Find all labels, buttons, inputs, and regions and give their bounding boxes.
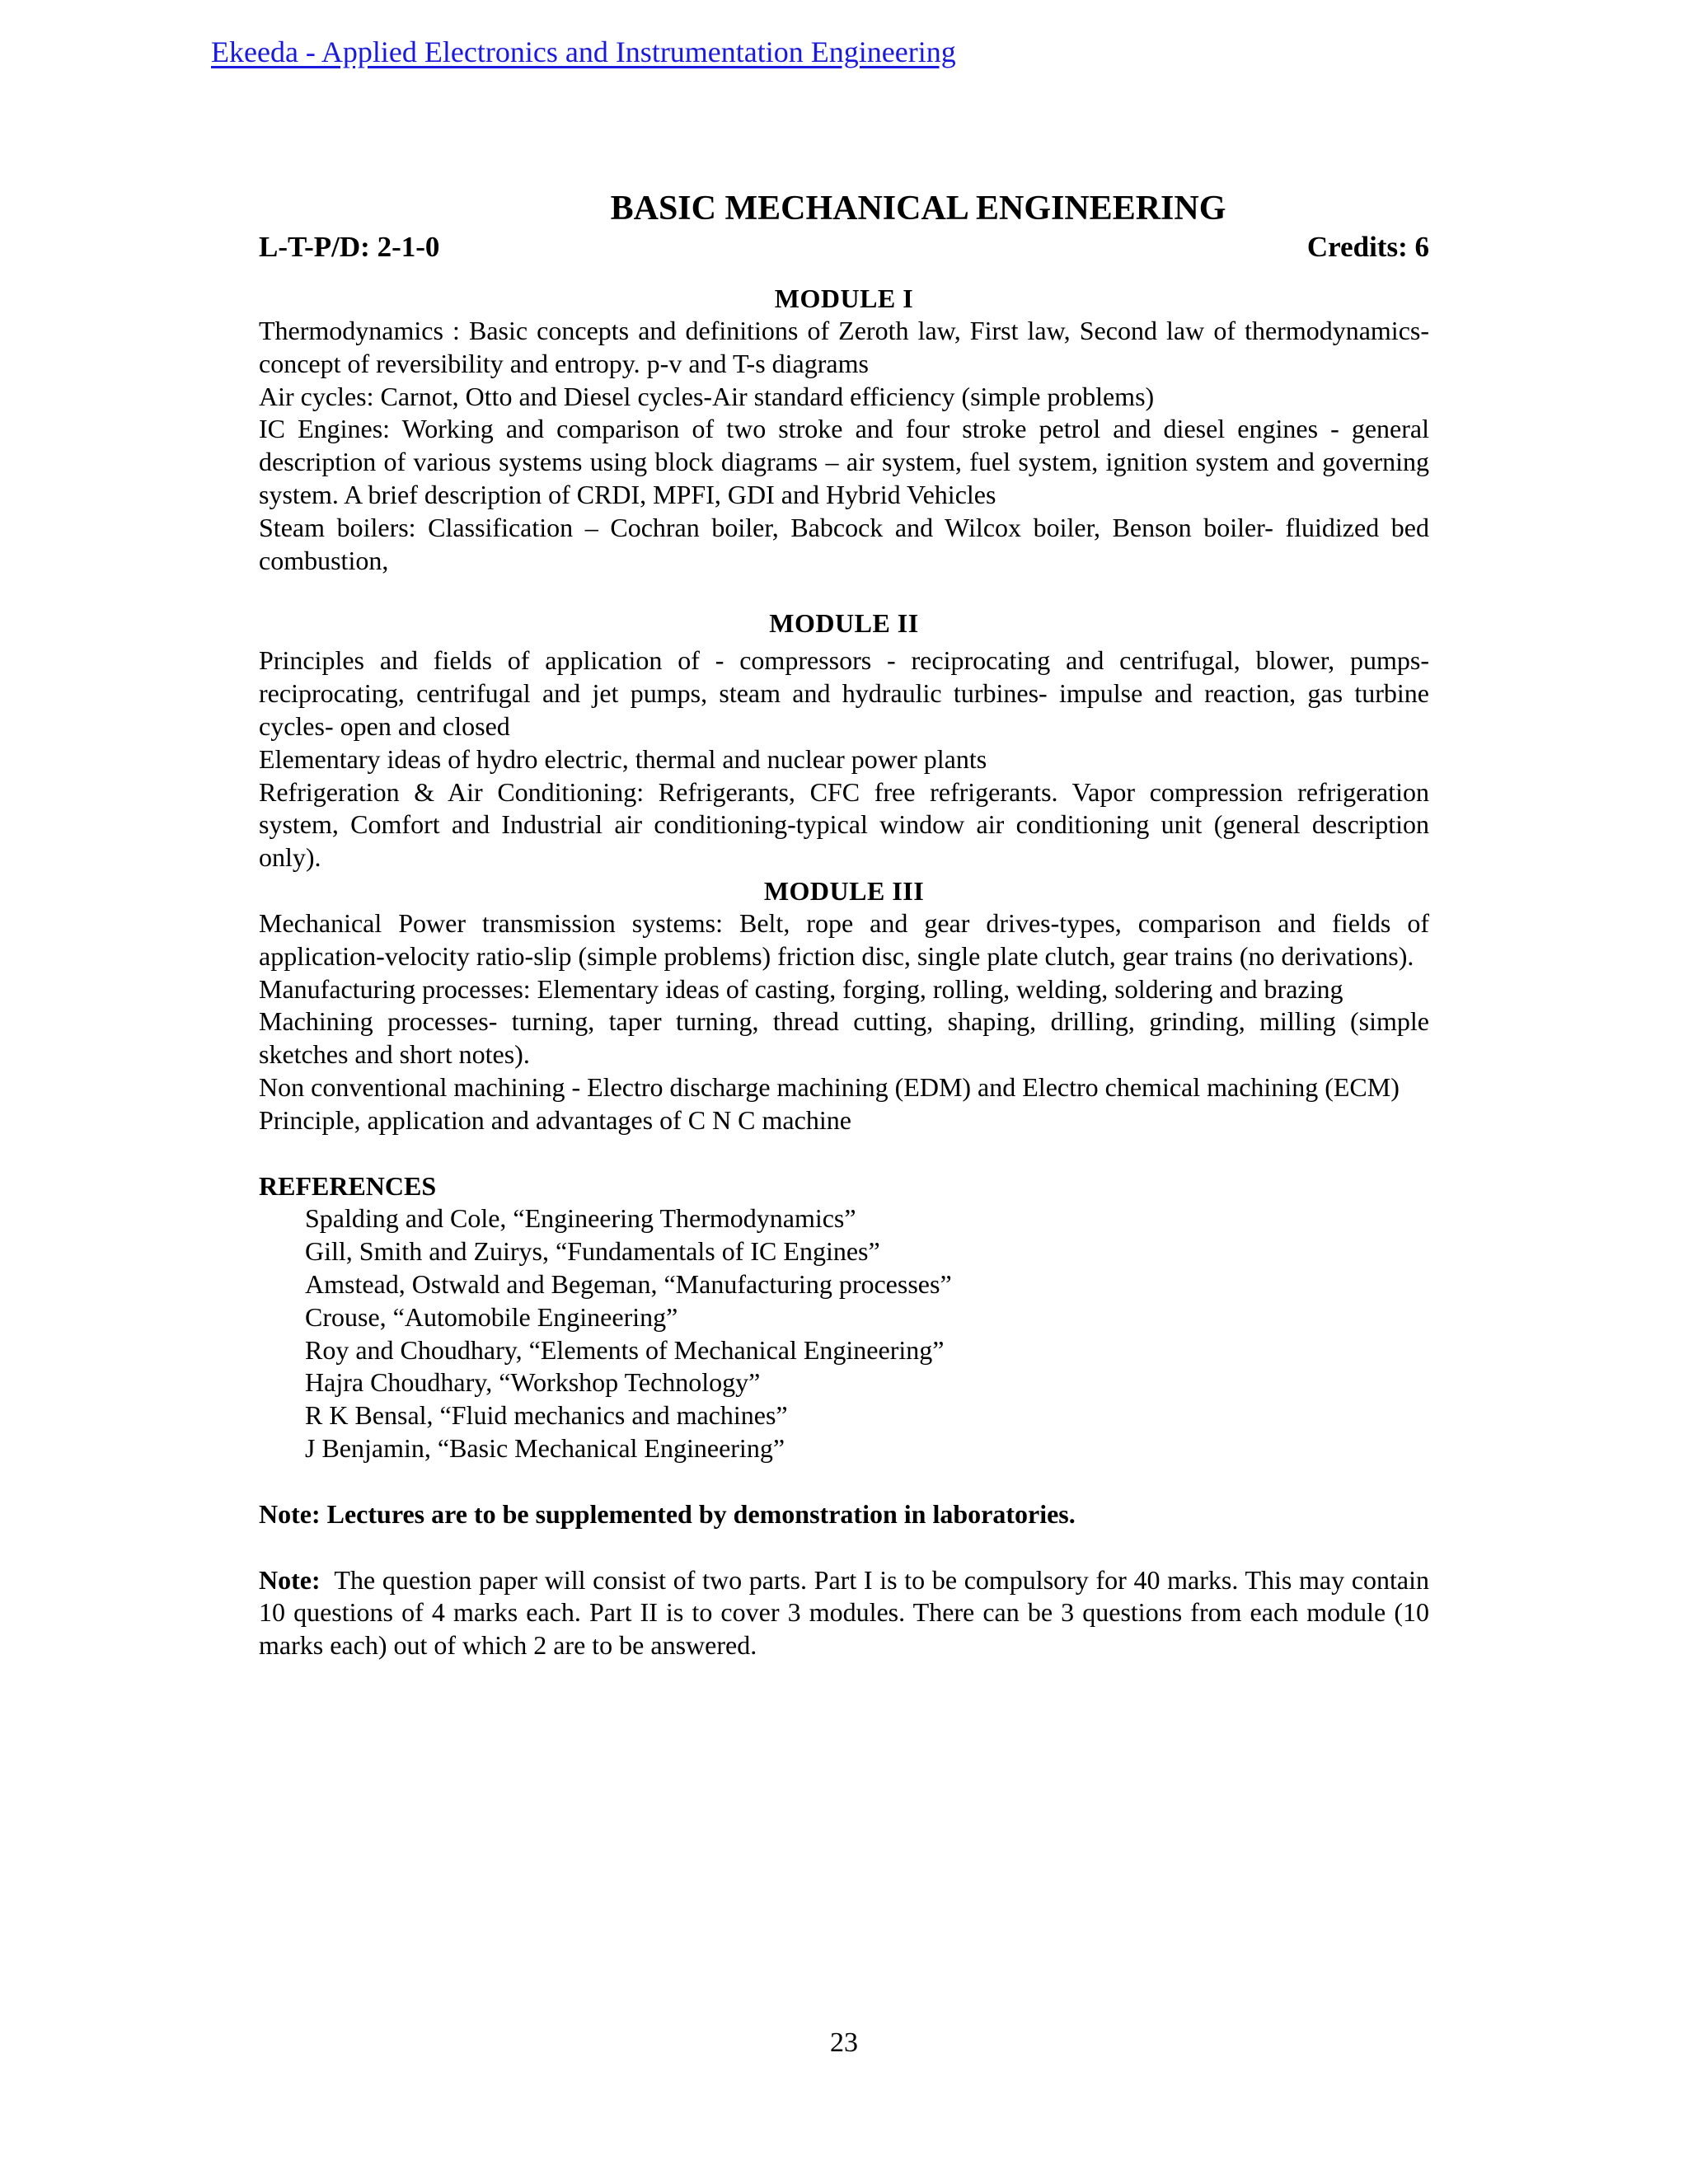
reference-item: Roy and Choudhary, “Elements of Mechanical Engineering” bbox=[305, 1334, 945, 1365]
credits-label: Credits: 6 bbox=[1306, 231, 1429, 263]
reference-item: Spalding and Cole, “Engineering Thermodynamics” bbox=[305, 1203, 856, 1234]
module-paragraph: Manufacturing processes: Elementary ideas of casting, forging, rolling, welding, soldering and brazing bbox=[259, 973, 1343, 1004]
reference-item: Hajra Choudhary, “Workshop Technology” bbox=[305, 1367, 761, 1398]
module-paragraph: Refrigeration & Air Conditioning: Refrigerants, CFC free refrigerants. Vapor compression refrigeration system, Comfort and Industrial air conditioning-typical window air conditioning unit (general description only). bbox=[259, 776, 1429, 873]
module-paragraph: Air cycles: Carnot, Otto and Diesel cycles-Air standard efficiency (simple problems) bbox=[259, 381, 1155, 411]
reference-item: R K Bensal, “Fluid mechanics and machines” bbox=[305, 1400, 788, 1431]
module-paragraph: Principles and fields of application of - compressors - reciprocating and centrifugal, blower, pumps- reciprocating, centrifugal and jet pumps, steam and hydraulic turbines- impulse and reaction, gas turbine cycles- open and closed bbox=[259, 645, 1429, 741]
course-title: BASIC MECHANICAL ENGINEERING bbox=[610, 190, 1226, 227]
exam-note-text: The question paper will consist of two parts. Part I is to be compulsory for 40 marks. This may contain 10 questions of 4 marks each. Part II is to cover 3 modules. There can be 3 questions from each module (10 marks each) out of which 2 are to be answered. bbox=[259, 1564, 1430, 1661]
reference-item: Crouse, “Automobile Engineering” bbox=[305, 1301, 678, 1332]
lab-note: Note: Lectures are to be supplemented by demonstration in laboratories. bbox=[259, 1498, 1076, 1529]
exam-note bbox=[259, 1564, 1429, 1662]
reference-item: Amstead, Ostwald and Begeman, “Manufacturing processes” bbox=[305, 1268, 952, 1299]
header-link[interactable]: Ekeeda - Applied Electronics and Instrumentation Engineering bbox=[211, 35, 956, 68]
module-heading: MODULE I bbox=[774, 284, 914, 313]
reference-item: J Benjamin, “Basic Mechanical Engineering” bbox=[305, 1432, 785, 1463]
exam-note-label: Note: bbox=[259, 1564, 321, 1595]
course-meta-row bbox=[259, 231, 1429, 264]
reference-item: Gill, Smith and Zuirys, “Fundamentals of IC Engines” bbox=[305, 1236, 880, 1267]
module-1 bbox=[259, 282, 1429, 577]
module-paragraph: Machining processes- turning, taper turning, thread cutting, shaping, drilling, grinding, milling (simple sketches and short notes). bbox=[259, 1006, 1429, 1070]
syllabus-content bbox=[259, 188, 1429, 1662]
module-paragraph: Steam boilers: Classification – Cochran boiler, Babcock and Wilcox boiler, Benson boiler- fluidized bed combustion, bbox=[259, 512, 1429, 575]
module-heading: MODULE III bbox=[763, 875, 925, 906]
module-paragraph: Thermodynamics : Basic concepts and definitions of Zeroth law, First law, Second law of thermodynamics- concept of reversibility and entropy. p-v and T-s diagrams bbox=[259, 316, 1429, 378]
module-paragraph: Non conventional machining - Electro discharge machining (EDM) and Electro chemical machining (ECM) bbox=[259, 1071, 1400, 1102]
module-paragraph: Principle, application and advantages of C N C machine bbox=[259, 1104, 851, 1135]
module-paragraph: Elementary ideas of hydro electric, thermal and nuclear power plants bbox=[259, 743, 987, 774]
module-paragraph: IC Engines: Working and comparison of two stroke and four stroke petrol and diesel engines - general description of various systems using block diagrams – air system, fuel system, ignition system and governing system. A brief description of CRDI, MPFI, GDI and Hybrid Vehicles bbox=[259, 414, 1429, 509]
module-paragraph: Mechanical Power transmission systems: Belt, rope and gear drives-types, comparison and fields of application-velocity ratio-slip (simple problems) friction disc, single plate clutch, gear trains (no derivations). bbox=[259, 907, 1429, 971]
page-number: 23 bbox=[830, 2027, 858, 2058]
module-heading: MODULE II bbox=[769, 608, 919, 639]
module-3 bbox=[259, 874, 1429, 1137]
module-2 bbox=[259, 607, 1429, 874]
ltp-label: L-T-P/D: 2-1-0 bbox=[259, 231, 440, 263]
references-heading: REFERENCES bbox=[259, 1170, 437, 1201]
references-list bbox=[259, 1202, 1429, 1465]
